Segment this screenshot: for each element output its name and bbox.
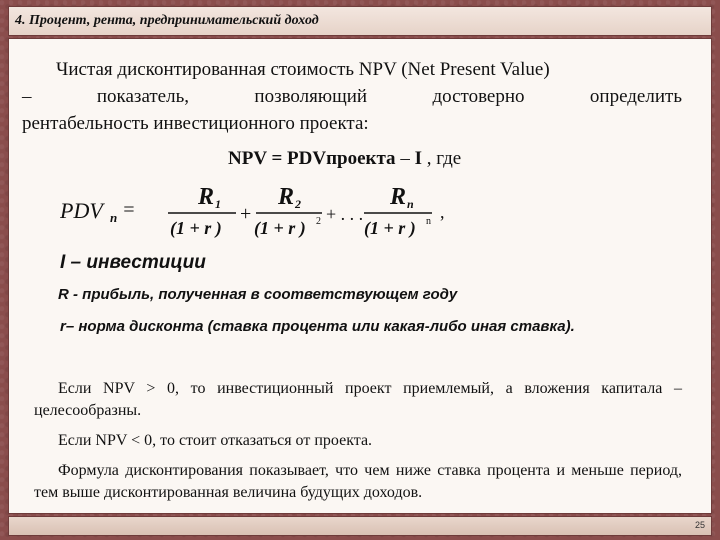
slide-header (8, 6, 712, 36)
paragraph-npv-positive-text: Если NPV > 0, то инвестиционный проект приемлемый, а вложения капитала – целесообразны. (34, 380, 682, 419)
paragraph-npv-positive (34, 378, 682, 422)
pdv-eq: = (122, 199, 136, 221)
npv-proj: проекта (326, 148, 396, 169)
pdv-den1: (1 + r ) (170, 218, 222, 238)
definition-profit: R - прибыль, полученная в соответствующем году (58, 286, 458, 303)
pdv-num3: R (390, 184, 407, 210)
pdv-num2: R (278, 184, 295, 210)
paragraph-discounting-text: Формула дисконтирования показывает, что чем ниже ставка процента и меньше период, тем выше дисконтированная величина будущих доходов. (34, 462, 682, 501)
intro-line-3: рентабельность инвестиционного проекта: (22, 113, 369, 134)
pdv-den3: (1 + r ) (364, 218, 416, 238)
definition-discount-rate: r– норма дисконта (ставка процента или какая-либо иная ставка). (60, 318, 575, 335)
intro-line-1: Чистая дисконтированная стоимость NPV (Net Present Value) (56, 59, 550, 80)
intro-text (22, 56, 682, 137)
pdv-plus: + (240, 203, 252, 225)
pdv-num1-sub: 1 (215, 197, 221, 211)
pdv-den2: (1 + r ) (254, 218, 306, 238)
intro-line-2: – показатель, позволяющий достоверно определить (22, 86, 682, 107)
pdv-num2-sub: 2 (295, 197, 301, 211)
header-title: 4. Процент, рента, предпринимательский доход (15, 13, 319, 28)
npv-inv: I (414, 148, 422, 169)
npv-lhs: NPV = PDV (228, 148, 327, 169)
pdv-dots: + . . . (326, 204, 364, 224)
pdv-lhs-sub: п (110, 210, 118, 225)
paragraph-discounting (34, 460, 682, 504)
pdv-formula (60, 182, 460, 246)
pdv-num3-sub: n (407, 197, 414, 211)
paragraph-npv-negative-text: Если NPV < 0, то стоит отказаться от проекта. (58, 432, 373, 449)
page-number: 25 (694, 520, 705, 530)
npv-tail: , где (421, 148, 462, 169)
npv-dash: – (395, 148, 415, 169)
paragraph-npv-negative (34, 430, 682, 452)
npv-formula (228, 148, 461, 170)
pdv-den3-exp: n (426, 216, 431, 227)
definition-investments: I – инвестиции (60, 252, 206, 273)
slide-footer (8, 516, 712, 536)
pdv-lhs: PDV (60, 198, 103, 223)
pdv-comma: , (440, 202, 445, 222)
pdv-num1: R (198, 184, 215, 210)
pdv-den2-exp: 2 (316, 216, 321, 227)
